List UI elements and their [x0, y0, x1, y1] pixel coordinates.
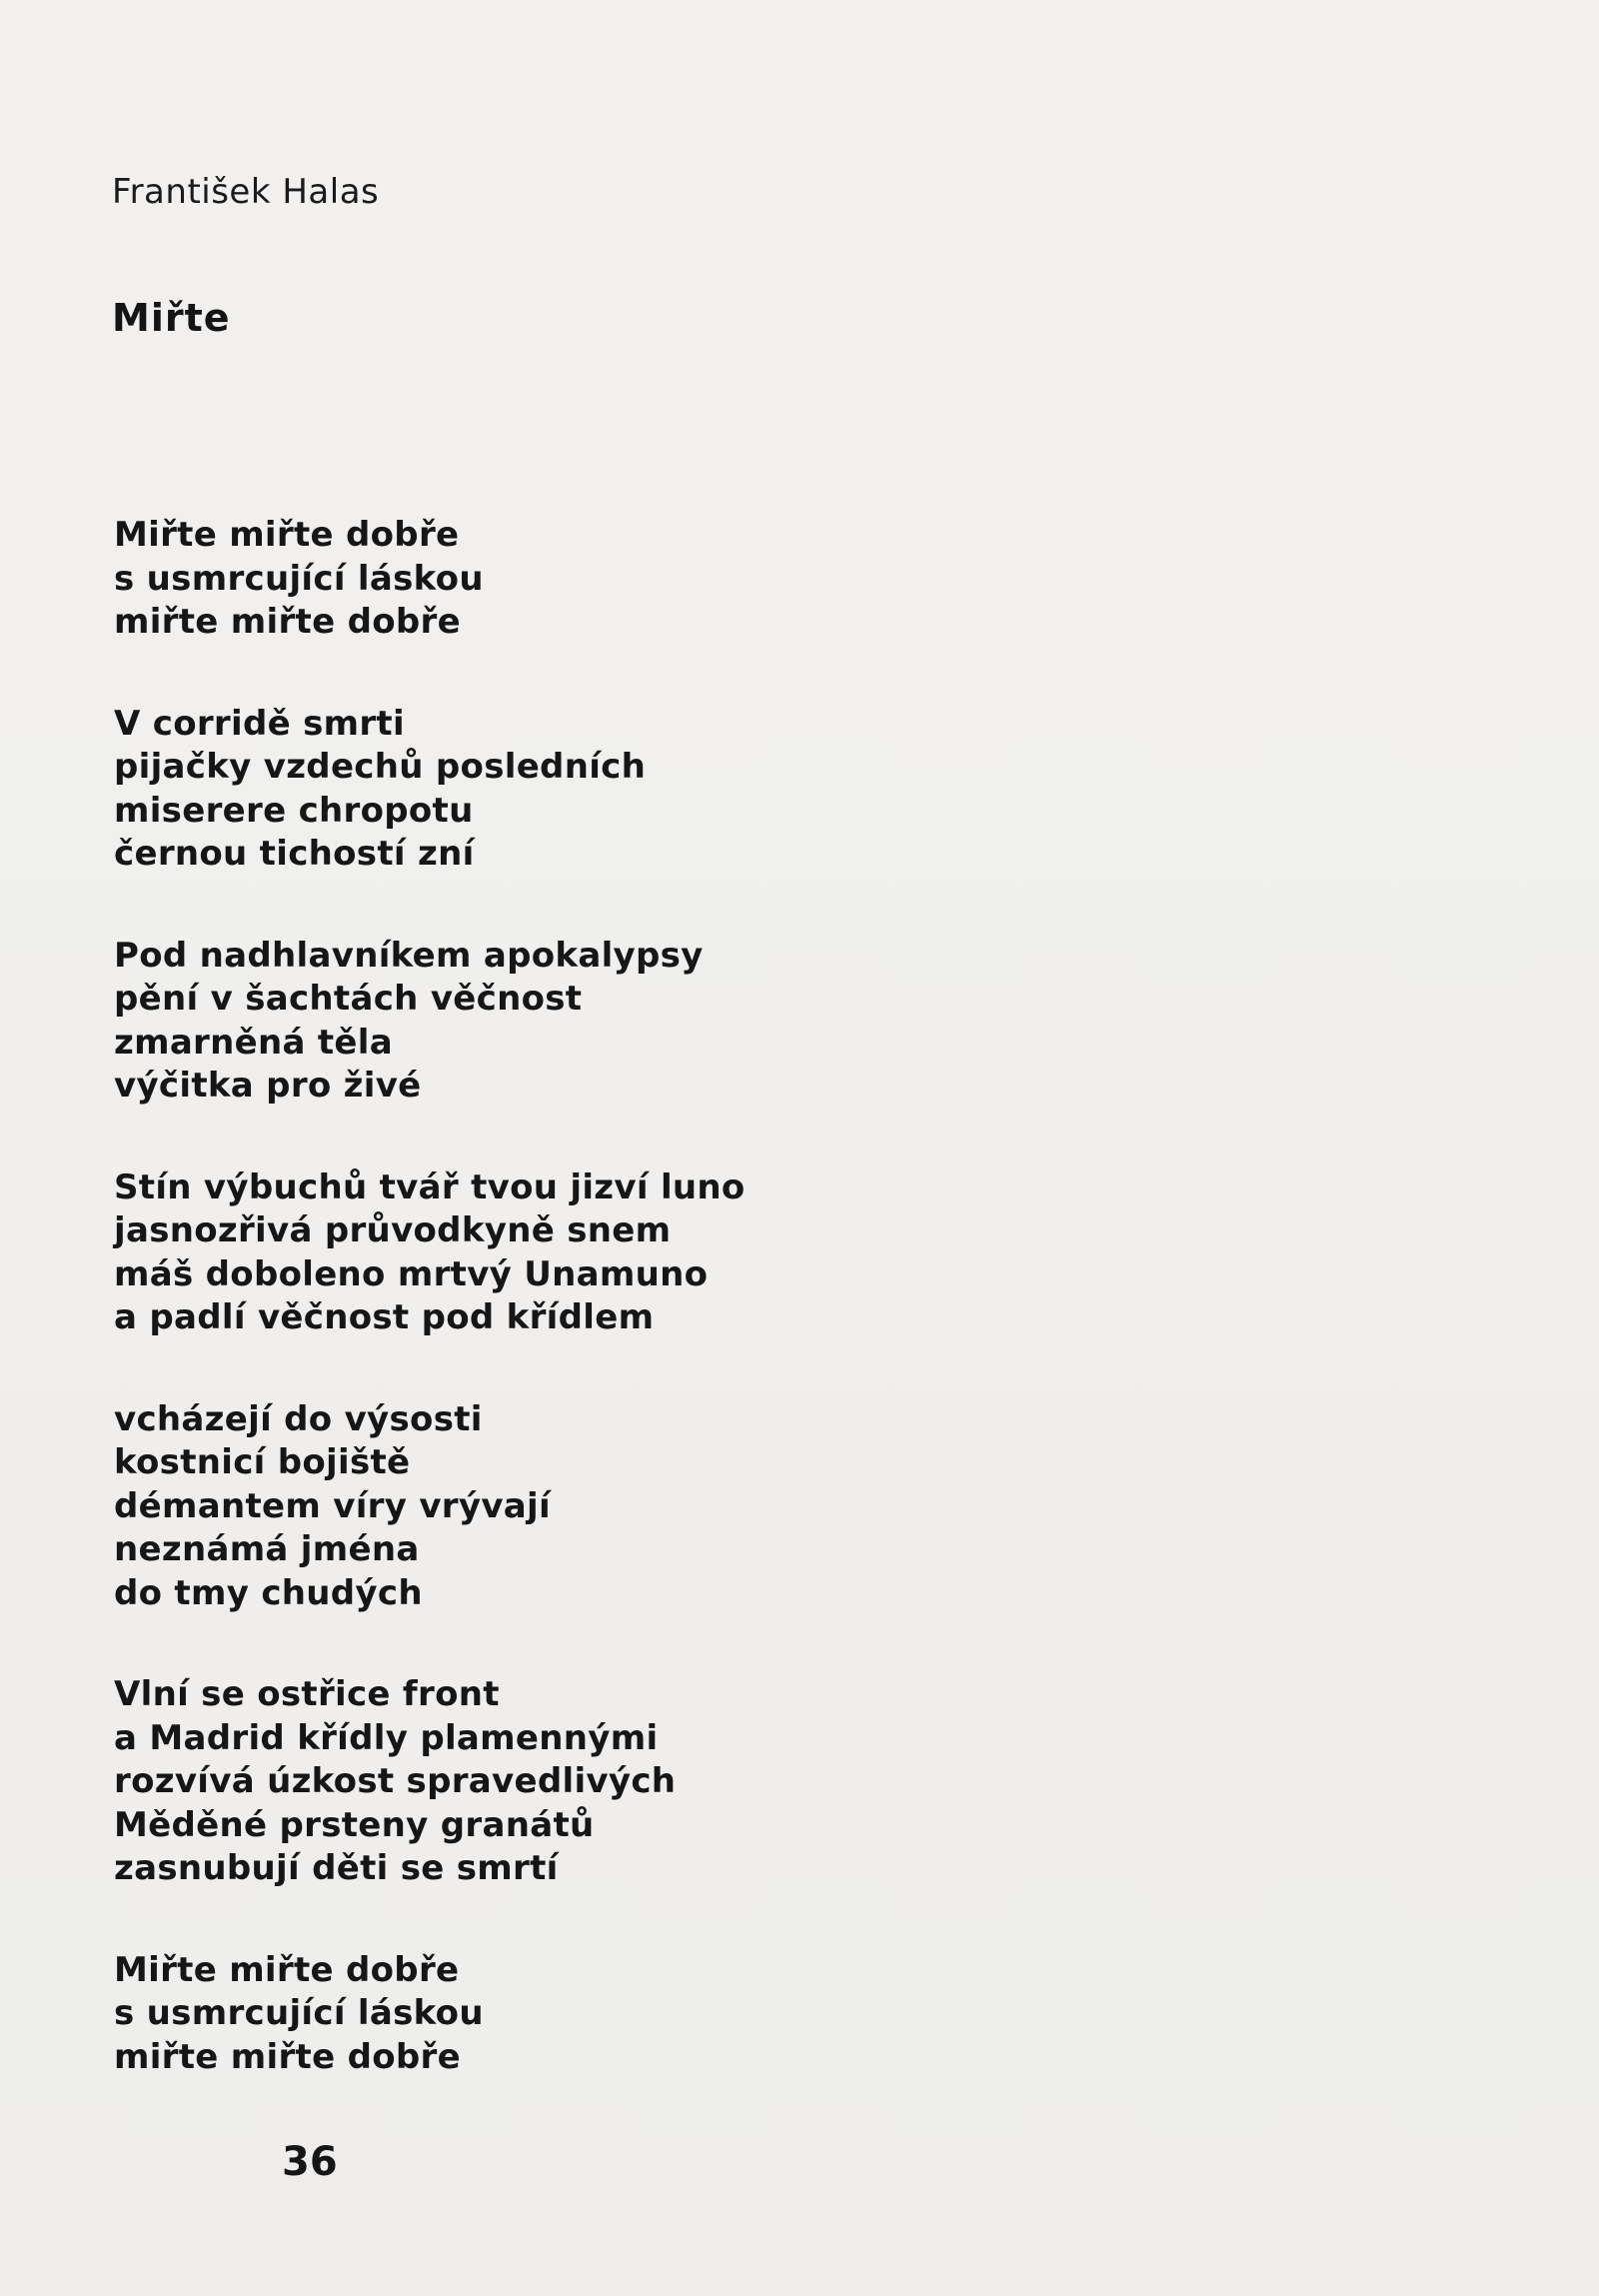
stanza — [114, 1673, 873, 1891]
poem-line: černou tichostí zní — [114, 834, 475, 874]
show-through-texture — [720, 150, 1359, 322]
poem-body — [114, 514, 873, 2137]
poem-line: Miřte miřte dobře — [114, 1949, 460, 1990]
poem-line: a padlí věčnost pod křídlem — [114, 1297, 655, 1337]
poem-line: Stín výbuchů tvář tvou jizví luno — [114, 1166, 746, 1207]
poem-line: kostnicí bojiště — [114, 1442, 411, 1482]
author-name: František Halas — [112, 172, 380, 212]
poem-line: pění v šachtách věčnost — [114, 979, 583, 1019]
poem-line: zasnubují děti se smrtí — [114, 1848, 559, 1888]
poem-line: miřte miřte dobře — [114, 602, 461, 642]
poem-line: pijačky vzdechů posledních — [114, 747, 647, 787]
poem-line: jasnozřivá průvodkyně snem — [114, 1210, 672, 1250]
stanza — [114, 1166, 873, 1340]
poem-line: neznámá jména — [114, 1529, 420, 1569]
poem-line: máš doboleno mrtvý Unamuno — [114, 1253, 709, 1294]
poem-line: miserere chropotu — [114, 790, 474, 831]
poem-line: V corridě smrti — [114, 703, 405, 744]
poem-line: zmarněná těla — [114, 1022, 393, 1063]
poem-line: Pod nadhlavníkem apokalypsy — [114, 935, 704, 976]
poem-line: vcházejí do výsosti — [114, 1398, 483, 1439]
poem-line: s usmrcující láskou — [114, 558, 484, 599]
poem-line: do tmy chudých — [114, 1572, 423, 1613]
page-number: 36 — [282, 2139, 338, 2185]
stanza — [114, 703, 873, 877]
poem-line: Měděné prsteny granátů — [114, 1804, 595, 1845]
poem-title: Miřte — [112, 296, 231, 340]
stanza — [114, 935, 873, 1109]
stanza — [114, 514, 873, 645]
poem-line: a Madrid křídly plamennými — [114, 1717, 659, 1758]
poem-line: s usmrcující láskou — [114, 1993, 484, 2033]
stanza — [114, 1398, 873, 1616]
poem-line: výčitka pro živé — [114, 1066, 422, 1106]
poem-line: Vlní se ostřice front — [114, 1674, 500, 1714]
poem-line: Miřte miřte dobře — [114, 515, 460, 555]
poem-line: rozvívá úzkost spravedlivých — [114, 1761, 677, 1801]
poem-line: démantem víry vrývají — [114, 1485, 551, 1526]
poem-line: miřte miřte dobře — [114, 2036, 461, 2077]
stanza — [114, 1949, 873, 2080]
